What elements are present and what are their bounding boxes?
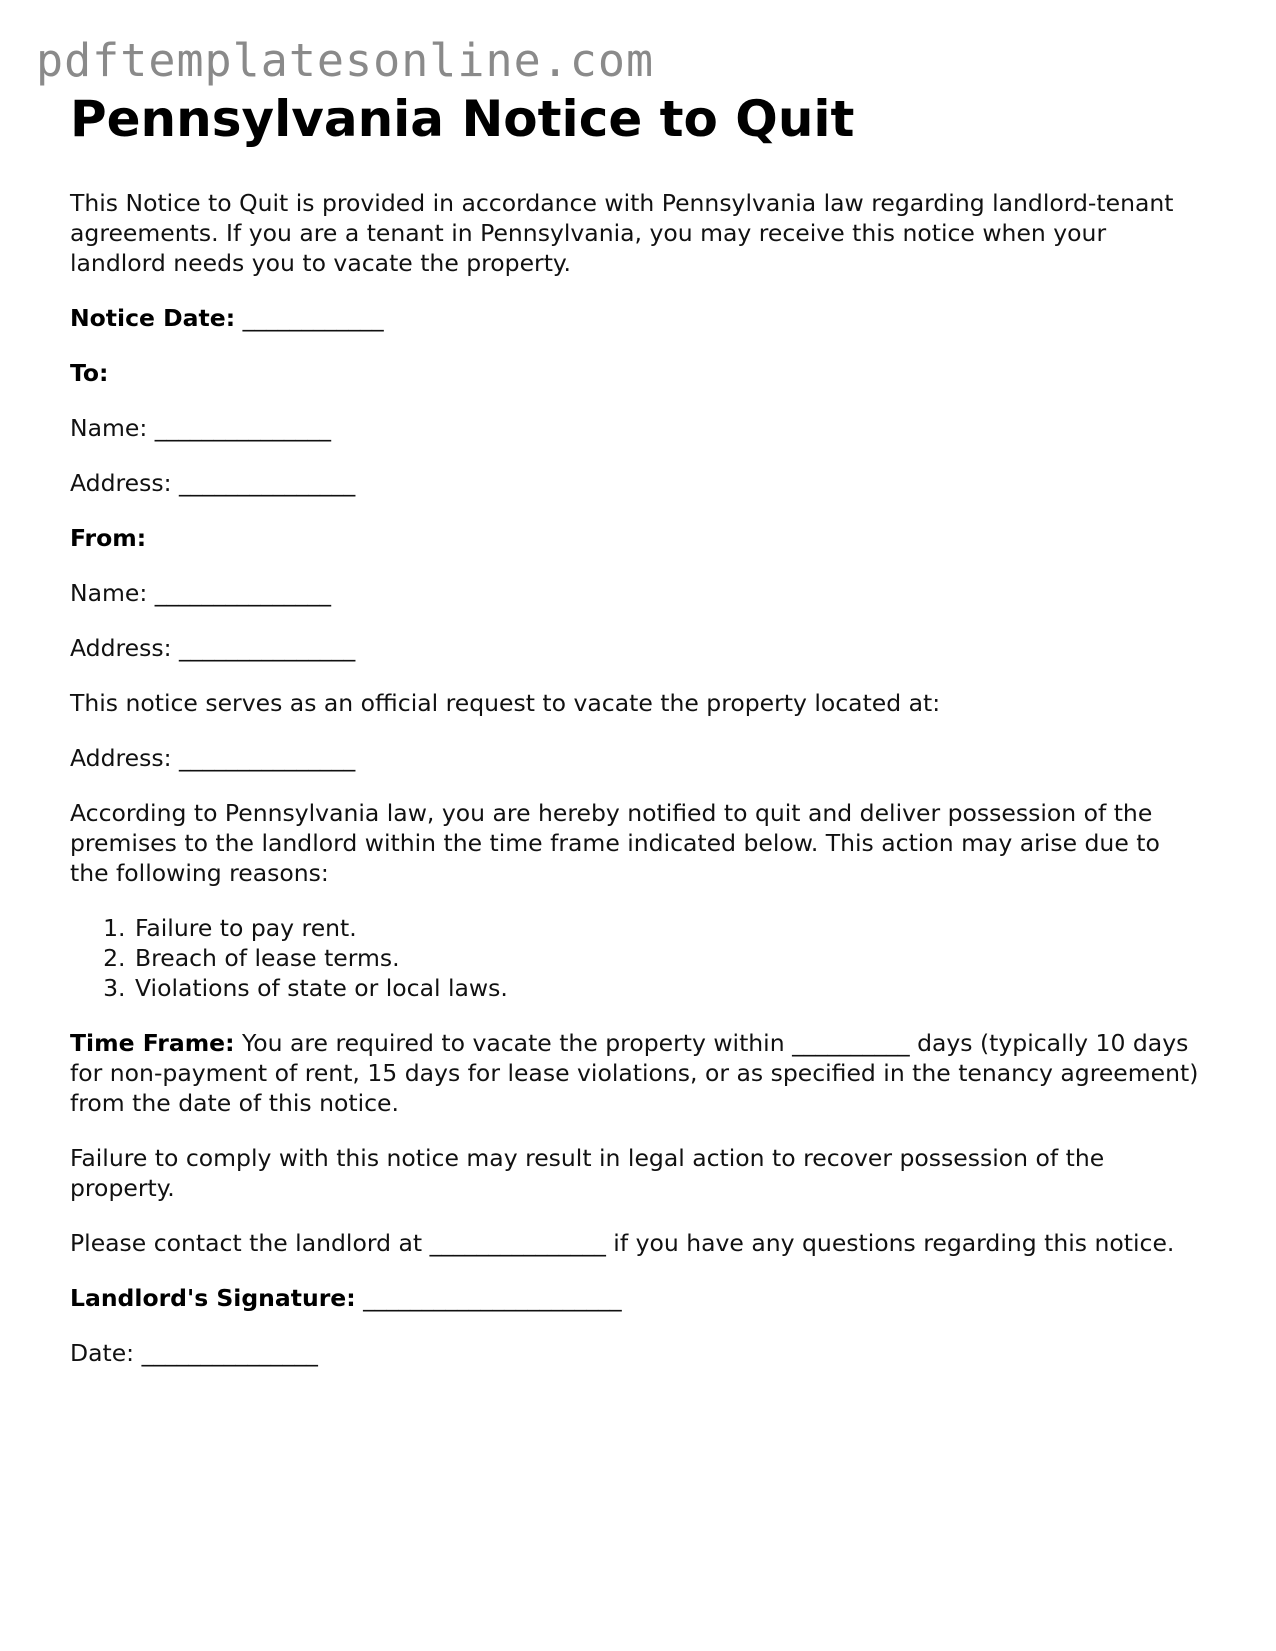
to-name-line — [70, 413, 1200, 443]
time-frame-label: Time Frame: — [70, 1029, 235, 1057]
property-address-label: Address: — [70, 744, 172, 772]
date-blank[interactable]: _______________ — [141, 1339, 318, 1367]
from-address-blank[interactable]: _______________ — [179, 634, 356, 662]
to-heading: To: — [70, 359, 109, 387]
reasons-list — [70, 913, 1200, 1003]
from-name-line — [70, 578, 1200, 608]
signature-label: Landlord's Signature: — [70, 1284, 356, 1312]
property-address-line — [70, 743, 1200, 773]
time-frame-days-blank[interactable]: __________ — [792, 1029, 910, 1057]
reason-item: 2. Breach of lease terms. — [133, 943, 1200, 973]
contact-text-after: if you have any questions regarding this notice. — [613, 1229, 1175, 1257]
document-title: Pennsylvania Notice to Quit — [70, 90, 855, 148]
from-name-blank[interactable]: _______________ — [154, 579, 331, 607]
time-frame-text-after: days (typically 10 days for non-payment of rent, 15 days for lease violations, or as specified in the tenancy agreement) from the date of this notice. — [70, 1029, 1199, 1117]
to-address-blank[interactable]: _______________ — [179, 469, 356, 497]
signature-blank[interactable]: ______________________ — [363, 1284, 622, 1312]
intro-paragraph: This Notice to Quit is provided in accordance with Pennsylvania law regarding landlord-tenant agreements. If you are a tenant in Pennsylvania, you may receive this notice when your landlord needs you to vacate the property. — [70, 189, 1174, 277]
notice-date-blank[interactable]: ____________ — [242, 304, 384, 332]
failure-notice-paragraph: Failure to comply with this notice may result in legal action to recover possession of the property. — [70, 1144, 1105, 1202]
date-label: Date: — [70, 1339, 135, 1367]
property-address-blank[interactable]: _______________ — [179, 744, 356, 772]
notice-date-line — [70, 303, 1200, 333]
legal-notice-paragraph: According to Pennsylvania law, you are hereby notified to quit and deliver possession of the premises to the landlord within the time frame indicated below. This action may arise due to the following reasons: — [70, 799, 1160, 887]
notice-date-label: Notice Date: — [70, 304, 236, 332]
time-frame-text-before: You are required to vacate the property within — [242, 1029, 785, 1057]
from-heading: From: — [70, 524, 147, 552]
reason-item: 1. Failure to pay rent. — [133, 913, 1200, 943]
signature-line — [70, 1283, 1200, 1313]
from-name-label: Name: — [70, 579, 148, 607]
to-name-label: Name: — [70, 414, 148, 442]
property-statement: This notice serves as an official request to vacate the property located at: — [70, 689, 941, 717]
to-address-label: Address: — [70, 469, 172, 497]
document-page — [70, 88, 1200, 1368]
to-address-line — [70, 468, 1200, 498]
contact-paragraph — [70, 1228, 1200, 1258]
contact-text-before: Please contact the landlord at — [70, 1229, 423, 1257]
watermark: pdftemplatesonline.com — [36, 34, 655, 87]
from-address-label: Address: — [70, 634, 172, 662]
contact-blank[interactable]: _______________ — [429, 1229, 606, 1257]
to-name-blank[interactable]: _______________ — [154, 414, 331, 442]
time-frame-paragraph — [70, 1028, 1200, 1118]
reason-item: 3. Violations of state or local laws. — [133, 973, 1200, 1003]
from-address-line — [70, 633, 1200, 663]
date-line — [70, 1338, 1200, 1368]
